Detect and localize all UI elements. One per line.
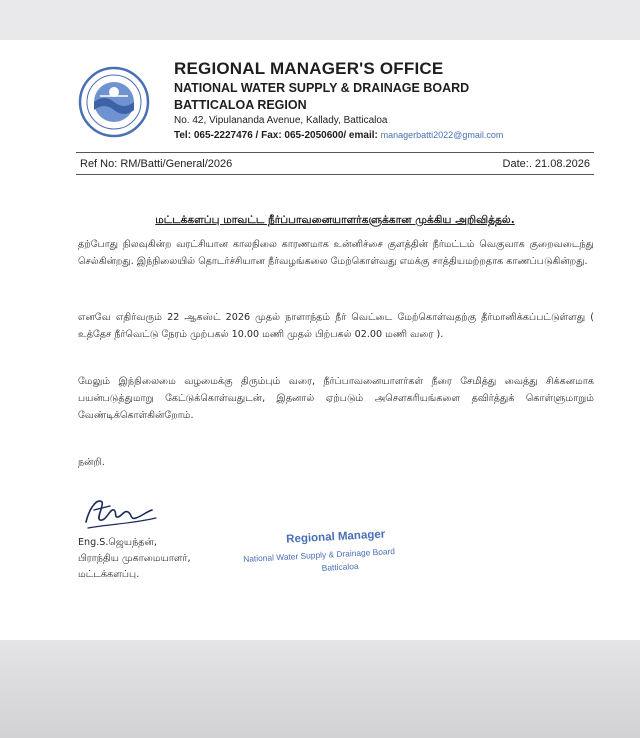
letter-date: Date:. 21.08.2026 — [502, 158, 590, 170]
reference-row — [80, 158, 590, 170]
signatory-title: பிராந்திய முகாமையாளர், — [78, 553, 191, 564]
signatory-block — [78, 535, 191, 583]
notice-paragraph-2: எனவே எதிர்வரும் 22 ஆகஸ்ட் 2026 முதல் நாளாந்தம் நீர் வெட்டை மேற்கொள்வதற்கு தீர்மானிக்கப்பட்டுள்ளது ( உத்தேச நீர்வெட்டு நேரம் முற்பகல் 10.00 மணி முதல் பிற்பகல் 02.00 மணி வரை ). — [78, 312, 594, 340]
office-address: No. 42, Vipulananda Avenue, Kallady, Batticaloa — [174, 115, 388, 126]
official-stamp — [242, 525, 455, 596]
reference-number: Ref No: RM/Batti/General/2026 — [80, 158, 233, 170]
header-divider-top — [76, 152, 594, 153]
notice-paragraph-3: மேலும் இந்நிலைமை வழமைக்கு திரும்பும் வரை, நீர்ப்பாவனையாளர்கள் நீரை சேமித்து வைத்து சிக்கனமாக பயன்படுத்துமாறு கேட்டுக்கொள்வதுடன், இதனால் ஏற்படும் அசௌகரியங்களை தவிர்த்துக் கொள்ளுமாறும் வேண்டிக்கொள்கின்றோம். — [78, 376, 594, 421]
contact-numbers: Tel: 065-2227476 / Fax: 065-2050600/ email: — [174, 130, 381, 141]
closing-thanks: நன்றி. — [78, 457, 105, 468]
screen-top-background — [0, 0, 640, 40]
stamp-region: Batticaloa — [321, 560, 359, 573]
signature-icon — [80, 488, 160, 536]
header-divider-bottom — [76, 174, 594, 175]
screen-bottom-background — [0, 640, 640, 738]
region-name: BATTICALOA REGION — [174, 98, 307, 112]
stamp-board: National Water Supply & Drainage Board — [242, 546, 396, 564]
letter-page — [0, 40, 640, 640]
nwsdb-logo-icon — [78, 66, 150, 138]
board-name: NATIONAL WATER SUPPLY & DRAINAGE BOARD — [174, 81, 470, 95]
letterhead — [174, 58, 614, 143]
contact-line — [174, 128, 614, 143]
stamp-title: Regional Manager — [285, 528, 386, 546]
notice-paragraph-1: தற்போது நிலவுகின்ற வரட்சியான காலநிலை காரணமாக உன்னிச்சை குளத்தின் நீர்மட்டம் வெகுவாக குறைவடைந்து செல்கின்றது. இந்நிலையில் தொடர்ச்சியான நீர்வழங்கலை மேற்கொள்வது எமக்கு சாத்தியமற்றதாக காணப்படுகின்றது. — [78, 239, 594, 267]
signatory-name: Eng.S.ஜெயந்தன், — [78, 537, 157, 548]
email-address: managerbatti2022@gmail.com — [380, 130, 504, 140]
notice-title: மட்டக்களப்பு மாவட்ட நீர்ப்பாவனையாளர்களுக்கான முக்கிய அறிவித்தல். — [155, 214, 515, 226]
office-name: REGIONAL MANAGER'S OFFICE — [174, 59, 444, 78]
signatory-place: மட்டக்களப்பு. — [78, 569, 140, 580]
